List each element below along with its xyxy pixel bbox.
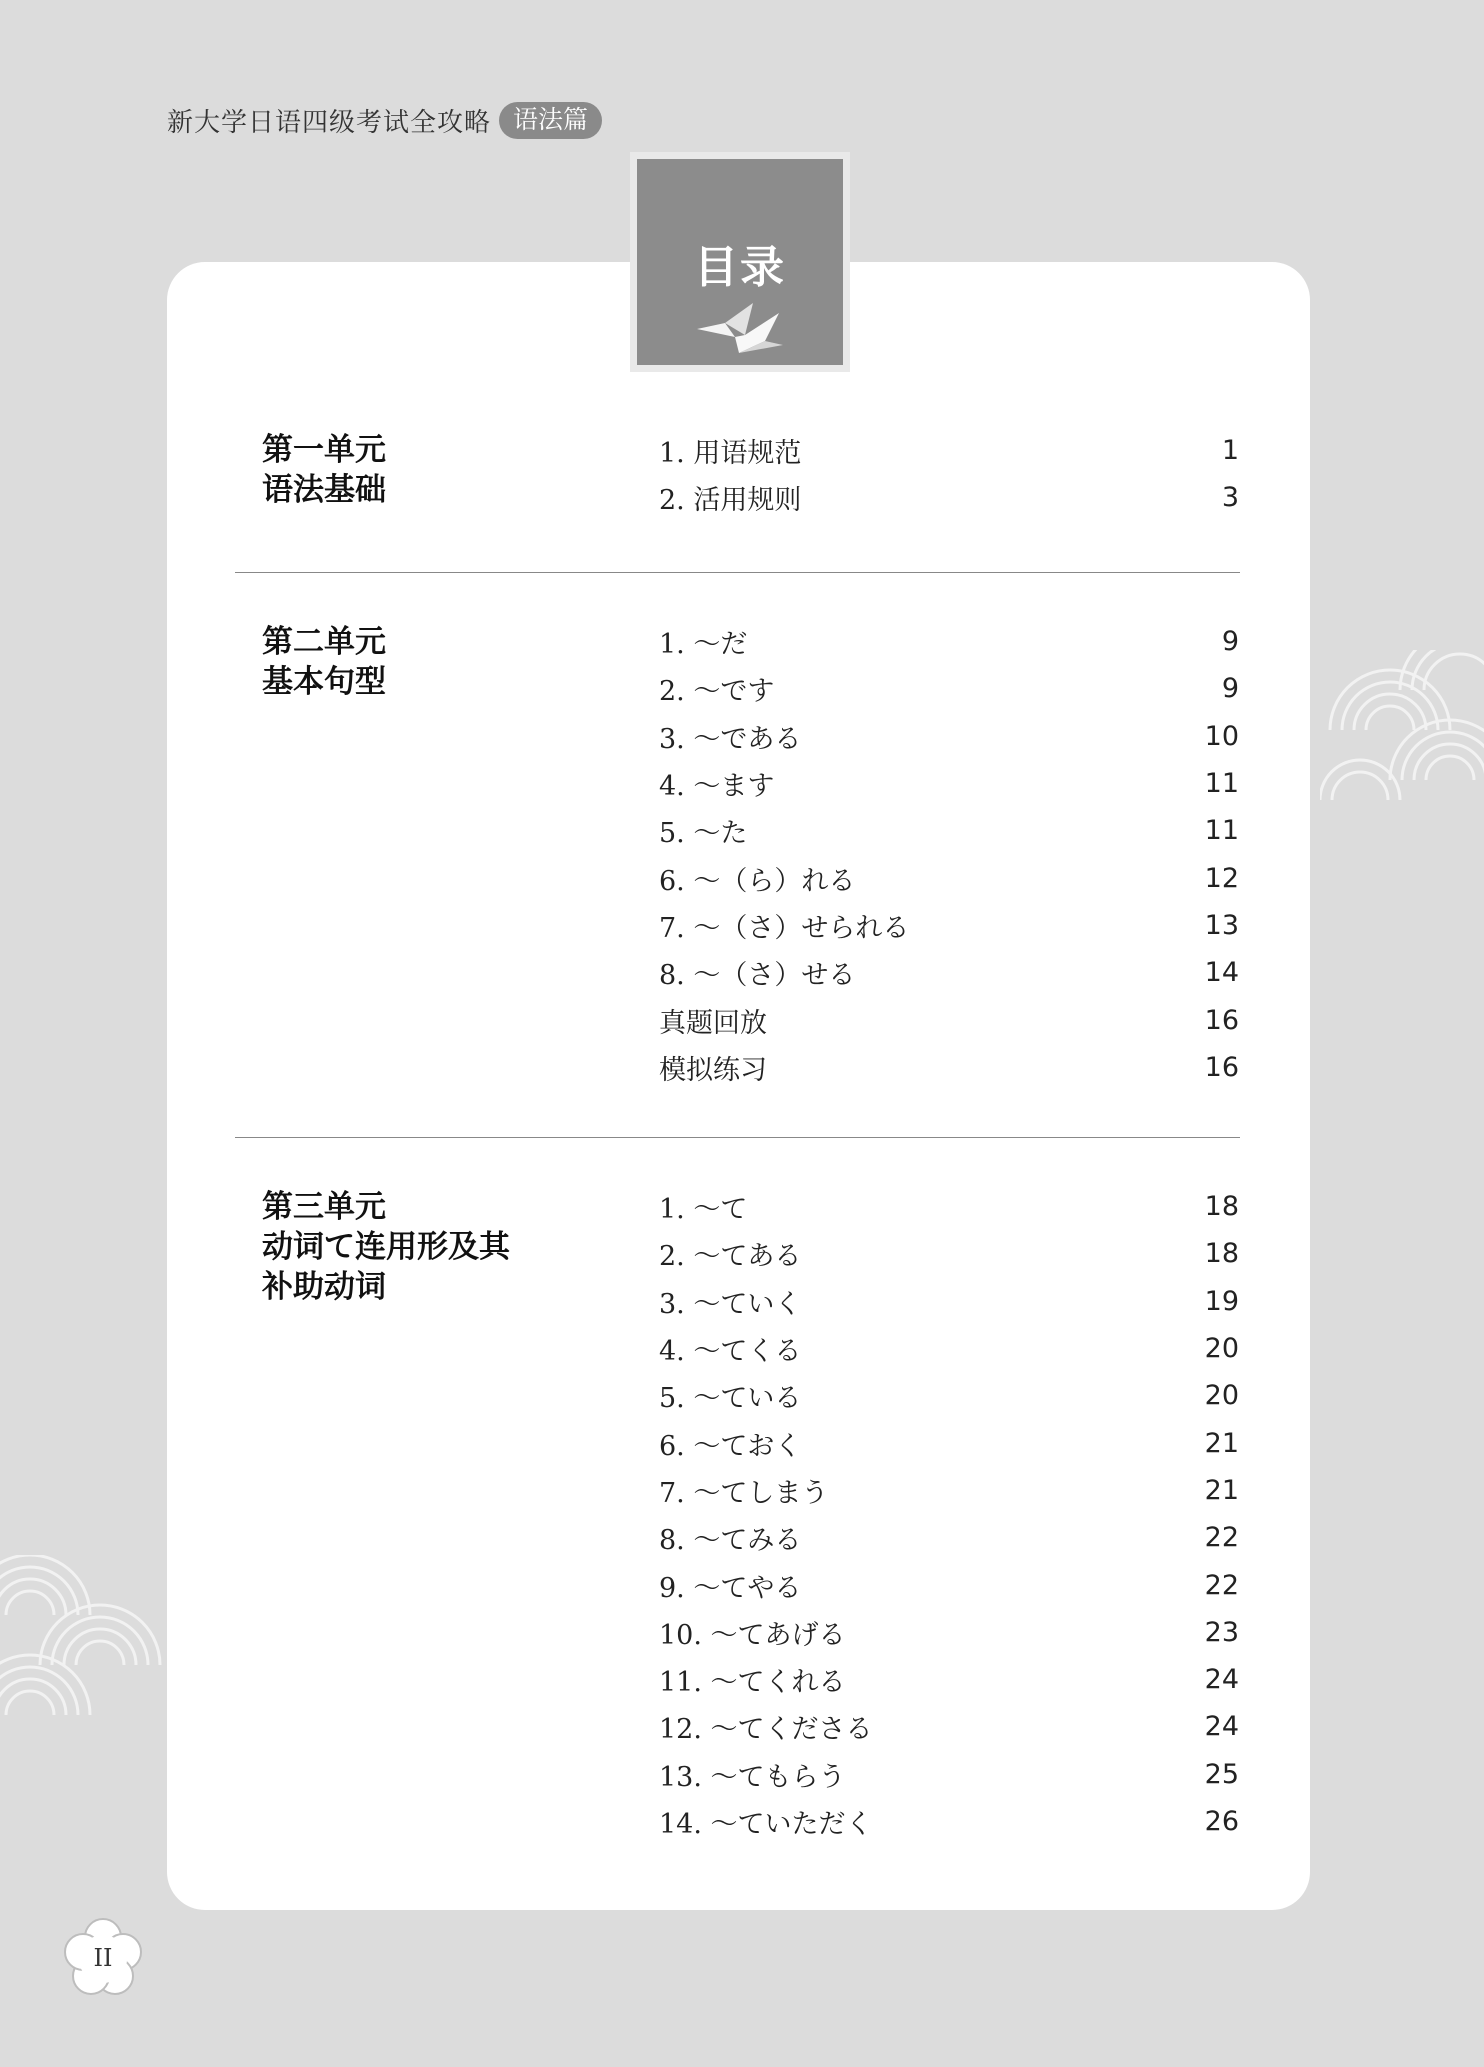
toc-title: 目录 [694,242,786,293]
unit-heading: 第二单元 基本句型 [262,624,386,700]
book-title: 新大学日语四级考试全攻略 [167,108,492,138]
toc-entry[interactable]: 1. 用语规范 1 [659,435,1239,470]
section-badge: 语法篇 [499,102,602,139]
toc-entry[interactable]: 8. ～てみる 22 [659,1522,1239,1557]
toc-entry[interactable]: 2. ～てある 18 [659,1238,1239,1273]
toc-entry[interactable]: 2. 活用规则 3 [659,482,1239,517]
toc-entry[interactable]: 4. ～てくる 20 [659,1333,1239,1368]
running-header [167,102,602,139]
toc-entry[interactable]: 10. ～てあげる 23 [659,1616,1239,1651]
toc-entry[interactable]: 8. ～（さ）せる 14 [659,957,1239,992]
toc-entry[interactable]: 9. ～てやる 22 [659,1569,1239,1604]
toc-entry[interactable]: 14. ～ていただく 26 [659,1806,1239,1840]
toc-entry[interactable]: 3. ～ていく 19 [659,1285,1239,1320]
unit-items [659,1183,1239,1845]
toc-entry[interactable]: 模拟练习 16 [659,1051,1239,1086]
toc-entry[interactable]: 11. ～てくれる 24 [659,1664,1239,1699]
toc-entry[interactable]: 5. ～ている 20 [659,1380,1239,1415]
wave-pattern-left [0,1555,170,1745]
origami-crane-icon [695,301,785,357]
toc-card [167,262,1310,1910]
toc-entry[interactable]: 真题回放 16 [659,1004,1239,1039]
toc-entry[interactable]: 6. ～（ら）れる 12 [659,862,1239,897]
toc-entry[interactable]: 1. ～て 18 [659,1191,1239,1226]
toc-entry[interactable]: 5. ～た 11 [659,815,1239,850]
unit-items [659,618,1239,1091]
wave-pattern-right [1320,650,1484,820]
page-number: II [93,1944,113,1972]
toc-entry[interactable]: 4. ～ます 11 [659,768,1239,803]
toc-title-box [630,152,850,372]
toc-entry[interactable]: 2. ～です 9 [659,673,1239,708]
toc-entry[interactable]: 1. ～だ 9 [659,626,1239,661]
unit-heading: 第一单元 语法基础 [262,432,386,508]
unit-items [659,427,1239,522]
toc-entry[interactable]: 3. ～である 10 [659,720,1239,755]
toc-entry[interactable]: 7. ～てしまう 21 [659,1474,1239,1509]
toc-entry[interactable]: 13. ～てもらう 25 [659,1758,1239,1793]
divider [235,1137,1240,1138]
unit-heading: 第三单元 动词て连用形及其 补助动词 [262,1189,510,1305]
divider [235,572,1240,573]
toc-entry[interactable]: 7. ～（さ）せられる 13 [659,909,1239,944]
toc-entry[interactable]: 6. ～ておく 21 [659,1427,1239,1462]
toc-entry[interactable]: 12. ～てくださる 24 [659,1711,1239,1746]
